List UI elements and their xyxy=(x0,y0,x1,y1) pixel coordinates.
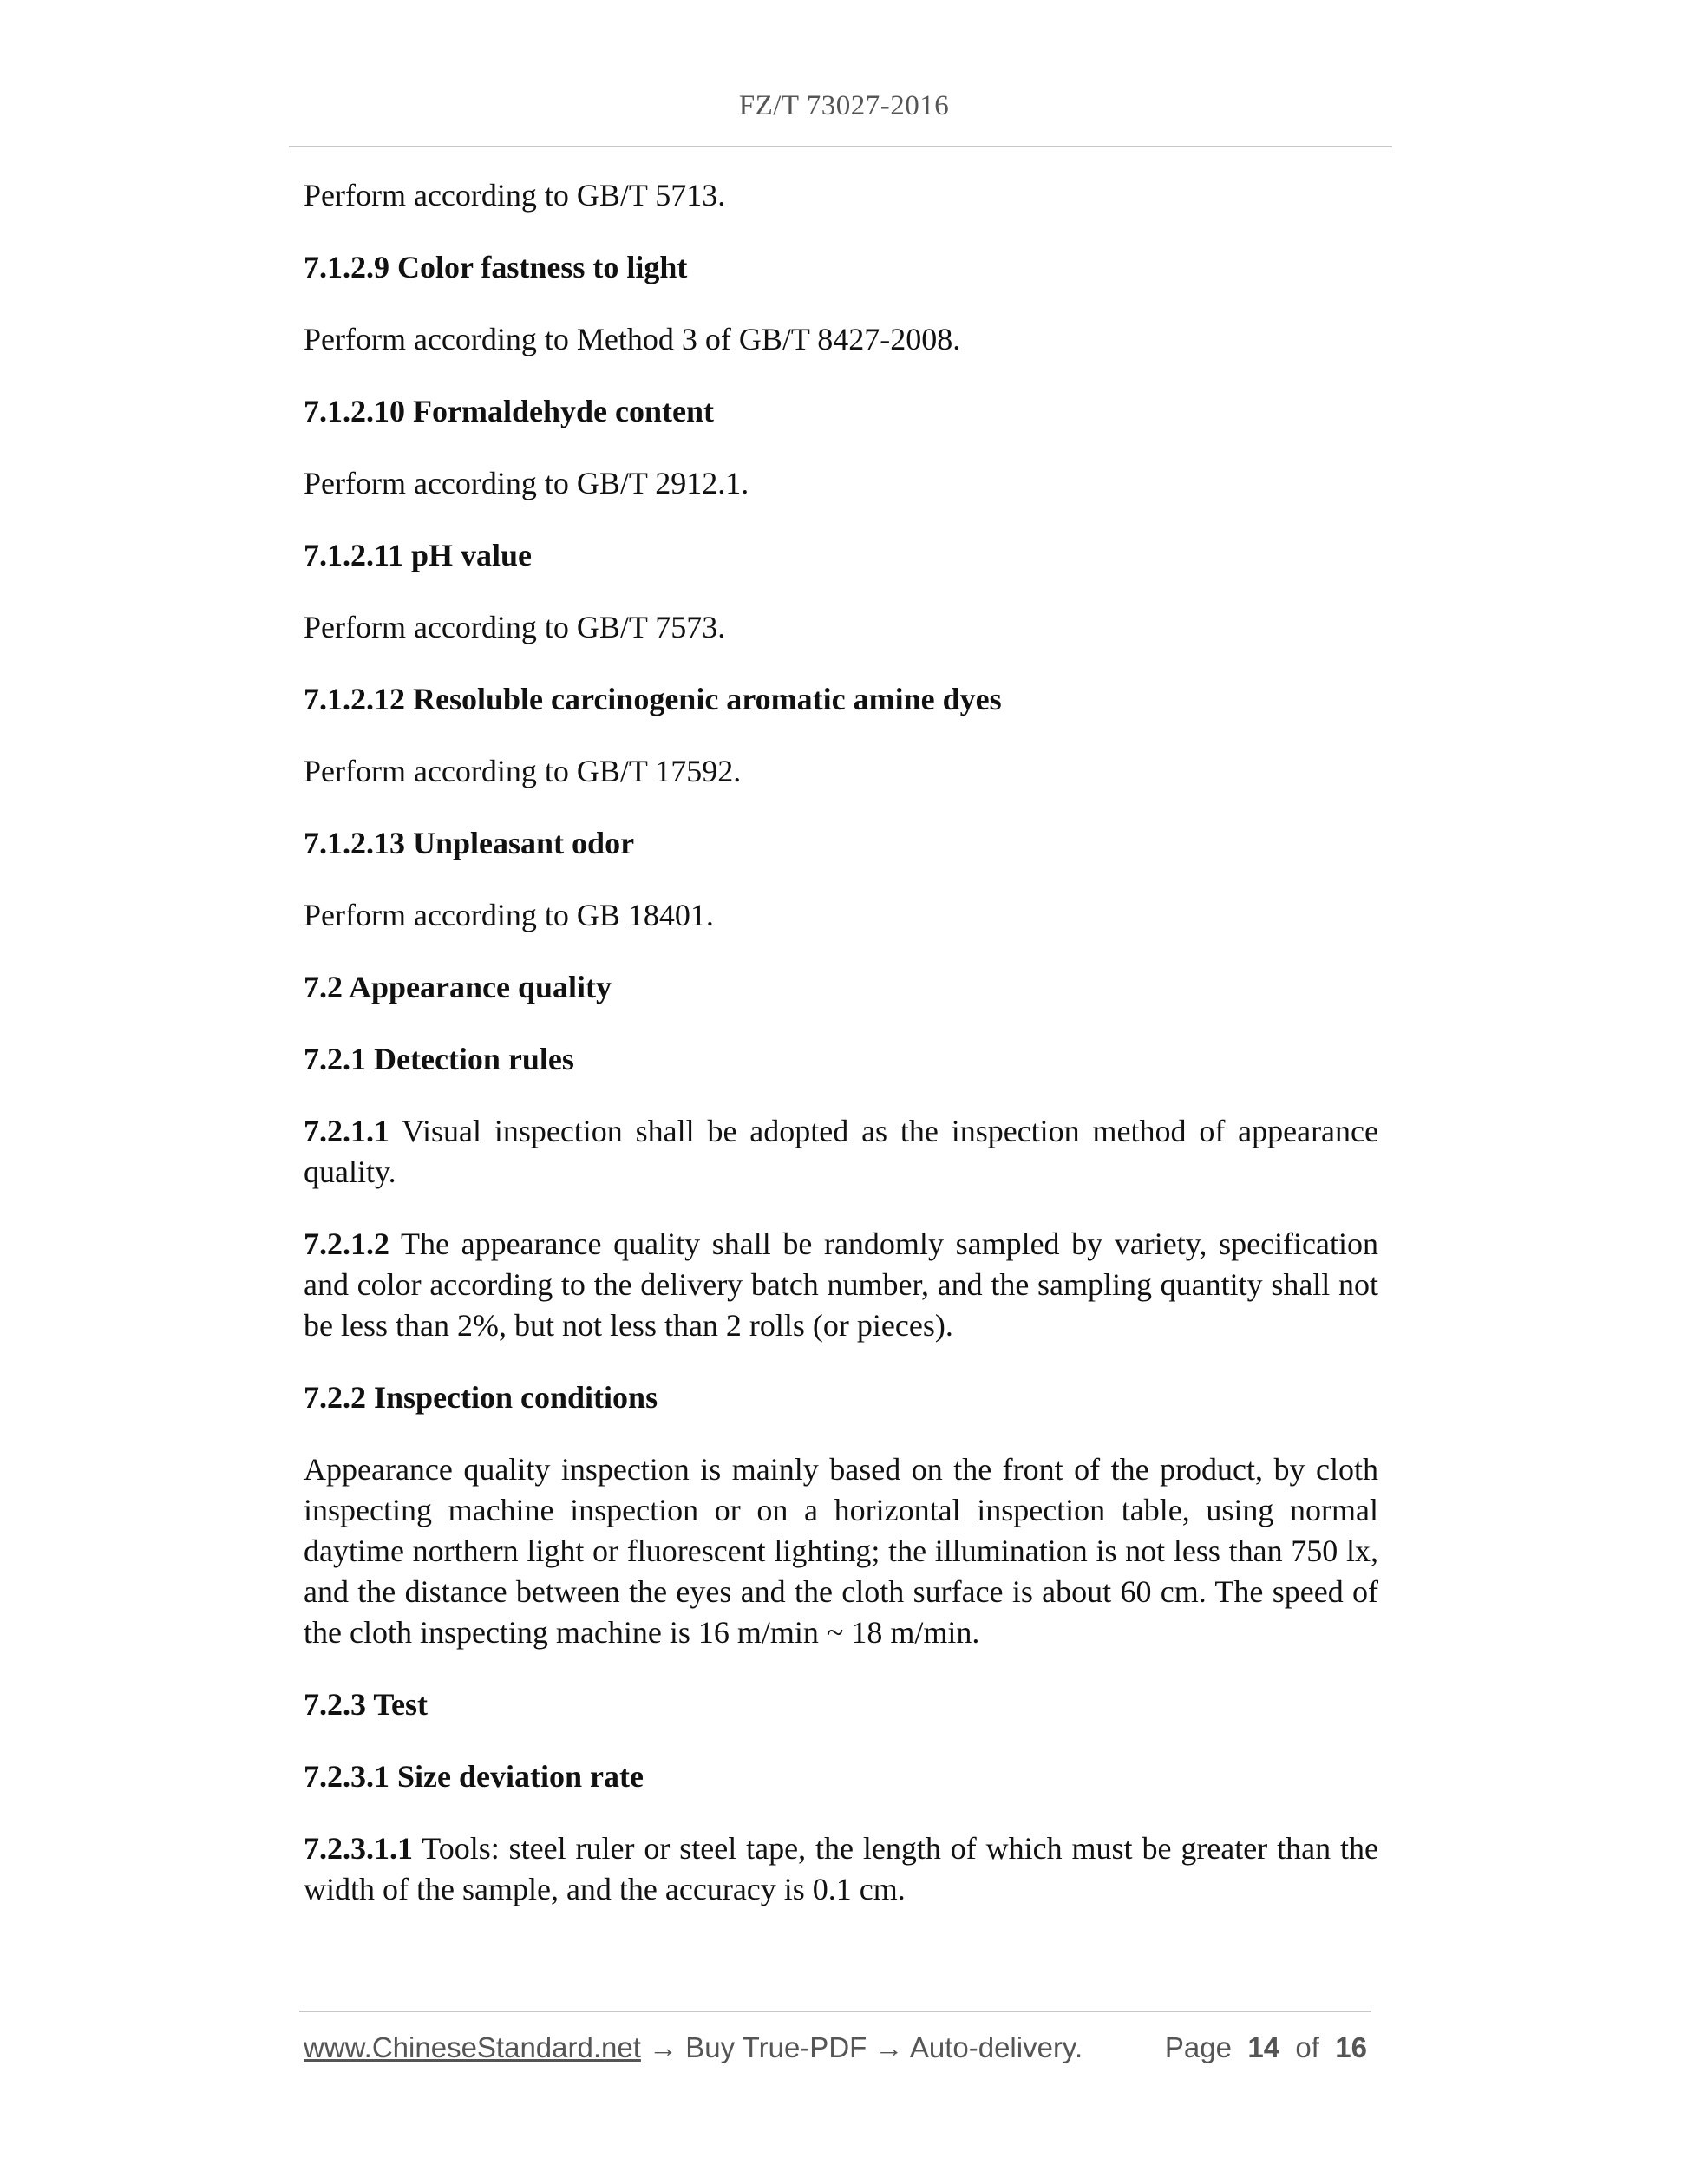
document-body xyxy=(304,175,1378,1941)
section-heading: 7.1.2.9 Color fastness to light xyxy=(304,250,688,284)
clause-number: 7.2.3.1.1 xyxy=(304,1831,413,1866)
current-page-number: 14 xyxy=(1247,2031,1280,2063)
paragraph: Perform according to GB/T 7573. xyxy=(304,610,726,644)
website-link[interactable]: www.ChineseStandard.net xyxy=(304,2031,641,2063)
footer-divider xyxy=(299,2011,1371,2012)
page-label: Page xyxy=(1164,2031,1232,2063)
paragraph: Perform according to GB/T 2912.1. xyxy=(304,466,749,500)
auto-delivery-text: Auto-delivery. xyxy=(909,2031,1083,2063)
section-heading: 7.1.2.11 pH value xyxy=(304,538,533,572)
section-heading: 7.1.2.13 Unpleasant odor xyxy=(304,826,635,860)
arrow-right-icon: → xyxy=(640,2031,686,2063)
paragraph: Perform according to Method 3 of GB/T 8427-2008. xyxy=(304,322,961,356)
section-heading: 7.1.2.12 Resoluble carcinogenic aromatic amine dyes xyxy=(304,682,1002,716)
paragraph: Perform according to GB/T 5713. xyxy=(304,178,726,213)
section-heading: 7.2.3 Test xyxy=(304,1687,429,1722)
page-footer xyxy=(304,2031,1367,2064)
clause-text: The appearance quality shall be randomly sampled by variety, specification and color according to the delivery batch number, and the sampling quantity shall not be less than 2%, but not less than 2 rolls (or pieces). xyxy=(304,1226,1378,1343)
clause-paragraph xyxy=(304,1111,1378,1193)
paragraph: Perform according to GB 18401. xyxy=(304,898,714,932)
clause-text: Visual inspection shall be adopted as the inspection method of appearance quality. xyxy=(304,1114,1378,1189)
document-header-code: FZ/T 73027-2016 xyxy=(738,90,950,121)
paragraph: Perform according to GB/T 17592. xyxy=(304,754,742,788)
clause-number: 7.2.1.2 xyxy=(304,1226,389,1261)
page-indicator xyxy=(1165,2031,1367,2064)
page-of-label: of xyxy=(1295,2031,1319,2063)
buy-pdf-text: Buy True-PDF xyxy=(685,2031,867,2063)
arrow-right-icon: → xyxy=(867,2031,910,2063)
clause-paragraph xyxy=(304,1828,1378,1910)
section-heading: 7.2 Appearance quality xyxy=(304,970,612,1004)
header-divider xyxy=(289,146,1392,147)
clause-number: 7.2.1.1 xyxy=(304,1114,389,1148)
section-heading: 7.2.3.1 Size deviation rate xyxy=(304,1759,644,1794)
clause-text: Tools: steel ruler or steel tape, the length of which must be greater than the width of the sample, and the accuracy is 0.1 cm. xyxy=(304,1831,1378,1906)
section-heading: 7.2.1 Detection rules xyxy=(304,1042,574,1076)
clause-paragraph xyxy=(304,1224,1378,1346)
paragraph: Appearance quality inspection is mainly based on the front of the product, by cloth inspecting machine inspection or on a horizontal inspection table, using normal daytime northern light or fluorescent lighting; the illumination is not less than 750 lx, and the distance between the eyes and the cloth surface is about 60 cm. The speed of the cloth inspecting machine is 16 m/min ~ 18 m/min. xyxy=(304,1452,1378,1650)
section-heading: 7.2.2 Inspection conditions xyxy=(304,1380,658,1415)
section-heading: 7.1.2.10 Formaldehyde content xyxy=(304,394,714,428)
total-pages-number: 16 xyxy=(1335,2031,1367,2063)
